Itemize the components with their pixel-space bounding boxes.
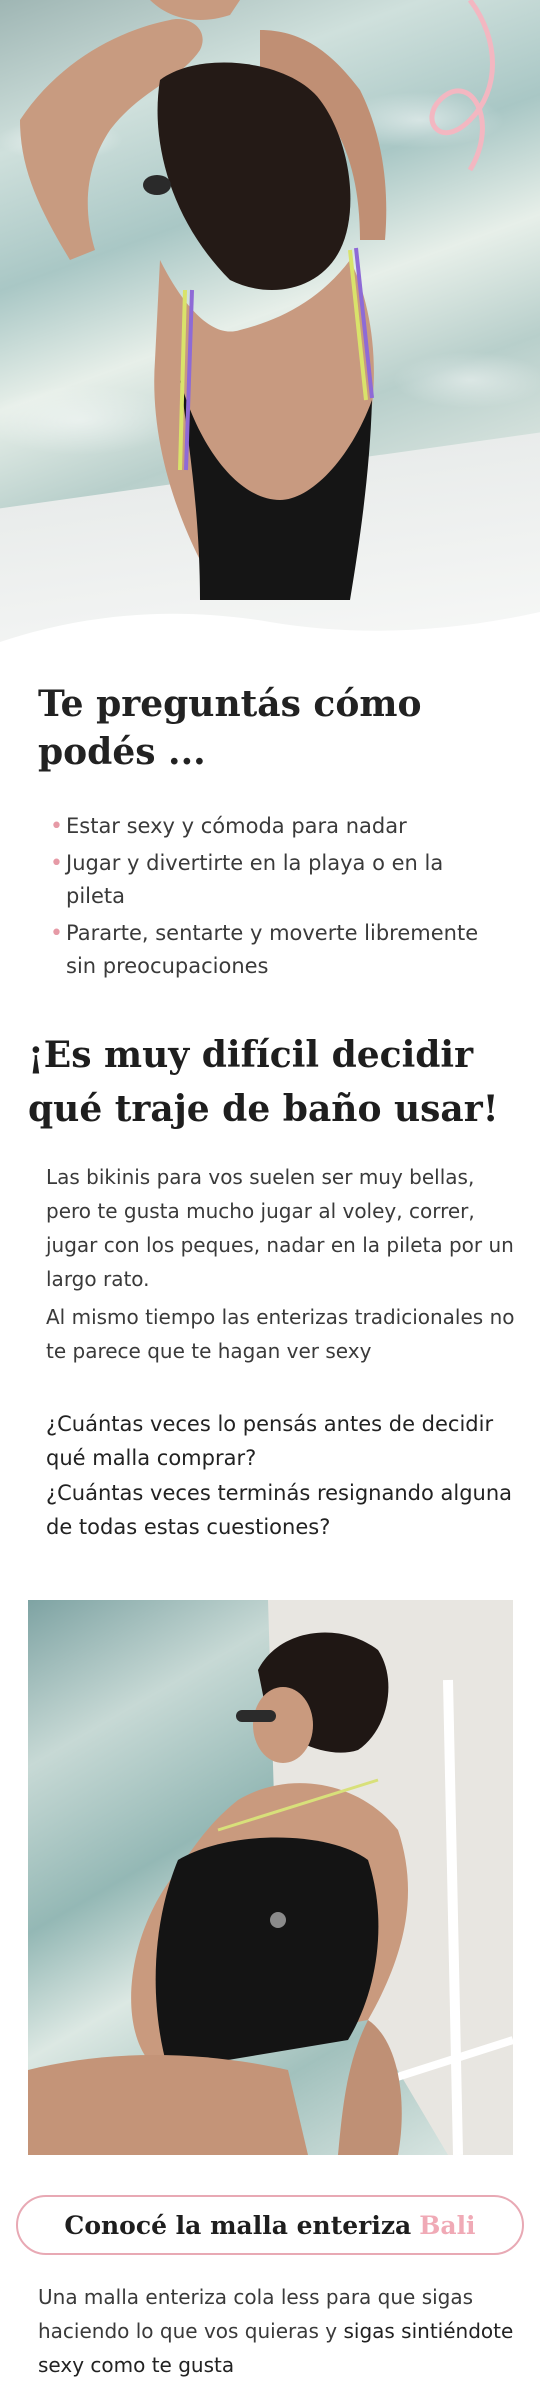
benefit-text: Estar sexy y cómoda para nadar	[66, 814, 407, 838]
bullet-dot-icon: •	[50, 921, 63, 946]
benefit-text: Pararte, sentarte y moverte libremente sin preocupaciones	[66, 921, 479, 978]
woman-figure-illustration	[0, 0, 540, 660]
closing-paragraph	[38, 2280, 518, 2382]
hero-photo	[0, 0, 540, 660]
bullet-dot-icon: •	[50, 814, 63, 839]
section-title-questions: Te preguntás cómo podés ...	[38, 683, 422, 773]
benefit-item	[50, 810, 490, 843]
benefit-item	[50, 847, 490, 913]
question-resign: ¿Cuántas veces terminás resignando alguna de todas estas cuestiones?	[46, 1481, 513, 1539]
benefit-item	[50, 917, 490, 983]
closing-text: Una malla enteriza cola less para que sigas haciendo lo que vos quieras y	[38, 2285, 474, 2343]
cta-label: Conocé la malla enteriza	[64, 2210, 412, 2240]
section-title-decision: ¡Es muy difícil decidir qué traje de baño usar!	[28, 1034, 499, 1130]
benefits-list	[50, 810, 490, 987]
paragraph-enterizas: Al mismo tiempo las enterizas tradicionales no te parece que te hagan ver sexy	[46, 1305, 515, 1363]
bullet-dot-icon: •	[50, 851, 63, 876]
cta-button-bali[interactable]	[16, 2195, 524, 2255]
secondary-photo	[28, 1600, 513, 2155]
benefit-text: Jugar y divertirte en la playa o en la pileta	[66, 851, 444, 908]
woman-reclining-illustration	[28, 1600, 513, 2155]
question-how-many-times: ¿Cuántas veces lo pensás antes de decidir qué malla comprar?	[46, 1412, 494, 1470]
wave-divider	[0, 602, 540, 660]
closing-emphasis: sigas sintiéndote sexy como te gusta	[38, 2319, 514, 2377]
cta-accent-bali: Bali	[419, 2210, 476, 2240]
paragraph-bikinis: Las bikinis para vos suelen ser muy bellas, pero te gusta mucho jugar al voley, correr, jugar con los peques, nadar en la pileta por un largo rato.	[46, 1165, 514, 1291]
